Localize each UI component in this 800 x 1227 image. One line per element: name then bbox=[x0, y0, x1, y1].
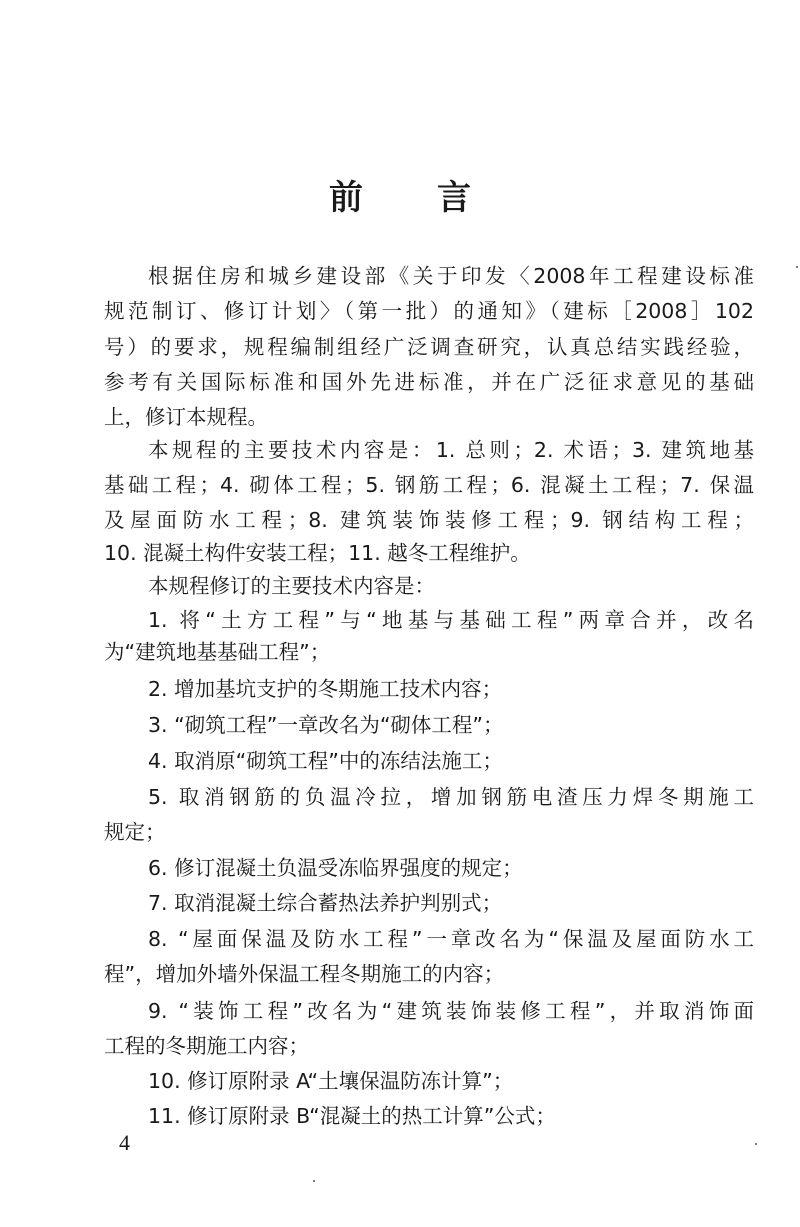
text-line: 本规程修订的主要技术内容是： bbox=[148, 574, 435, 598]
text-line: 本规程的主要技术内容是：1. 总则；2. 术语；3. 建筑地基 bbox=[148, 438, 754, 462]
text-line: 1. 将“土方工程”与“地基与基础工程”两章合并，改名 bbox=[148, 608, 754, 632]
text-line: 工程的冬期施工内容； bbox=[104, 1034, 309, 1058]
page-title bbox=[0, 170, 800, 219]
text-line: 根据住房和城乡建设部《关于印发〈2008年工程建设标准 bbox=[148, 264, 754, 288]
text-line: 7. 取消混凝土综合蓄热法养护判别式； bbox=[148, 891, 503, 915]
text-line: 规定； bbox=[104, 820, 166, 844]
text-line: 4. 取消原“砌筑工程”中的冻结法施工； bbox=[148, 749, 503, 773]
text-line: 10. 混凝土构件安装工程；11. 越冬工程维护。 bbox=[104, 541, 531, 565]
text-line: 参考有关国际标准和国外先进标准，并在广泛征求意见的基础 bbox=[104, 370, 754, 394]
text-line: 8. “屋面保温及防水工程”一章改名为“保温及屋面防水工 bbox=[148, 927, 754, 951]
text-line: 6. 修订混凝土负温受冻临界强度的规定； bbox=[148, 856, 523, 880]
text-line: 10. 修订原附录 A“土壤保温防冻计算”； bbox=[148, 1069, 514, 1093]
scan-speck bbox=[796, 266, 798, 268]
text-line: 及屋面防水工程；8. 建筑装饰装修工程；9. 钢结构工程； bbox=[104, 508, 754, 532]
text-line: 为“建筑地基基础工程”； bbox=[104, 640, 331, 664]
title-char-1: 前 bbox=[329, 178, 363, 218]
text-line: 号）的要求，规程编制组经广泛调查研究，认真总结实践经验， bbox=[104, 335, 754, 359]
text-line: 11. 修订原附录 B“混凝土的热工计算”公式； bbox=[148, 1104, 556, 1128]
text-line: 9. “装饰工程”改名为“建筑装饰装修工程”，并取消饰面 bbox=[148, 999, 754, 1023]
title-char-2: 言 bbox=[437, 178, 471, 218]
text-line: 2. 增加基坑支护的冬期施工技术内容； bbox=[148, 677, 503, 701]
text-line: 程”，增加外墙外保温工程冬期施工的内容； bbox=[104, 962, 505, 986]
text-line: 3. “砌筑工程”一章改名为“砌体工程”； bbox=[148, 713, 504, 737]
scan-speck bbox=[755, 1143, 757, 1145]
text-line: 5. 取消钢筋的负温冷拉，增加钢筋电渣压力焊冬期施工 bbox=[148, 785, 754, 809]
text-line: 规范制订、修订计划〉（第一批）的通知》（建标［2008］102 bbox=[104, 299, 754, 323]
page-number: 4 bbox=[119, 1130, 130, 1155]
text-line: 上，修订本规程。 bbox=[104, 405, 268, 429]
scan-speck bbox=[313, 1180, 315, 1182]
text-line: 基础工程；4. 砌体工程；5. 钢筋工程；6. 混凝土工程；7. 保温 bbox=[104, 473, 754, 497]
